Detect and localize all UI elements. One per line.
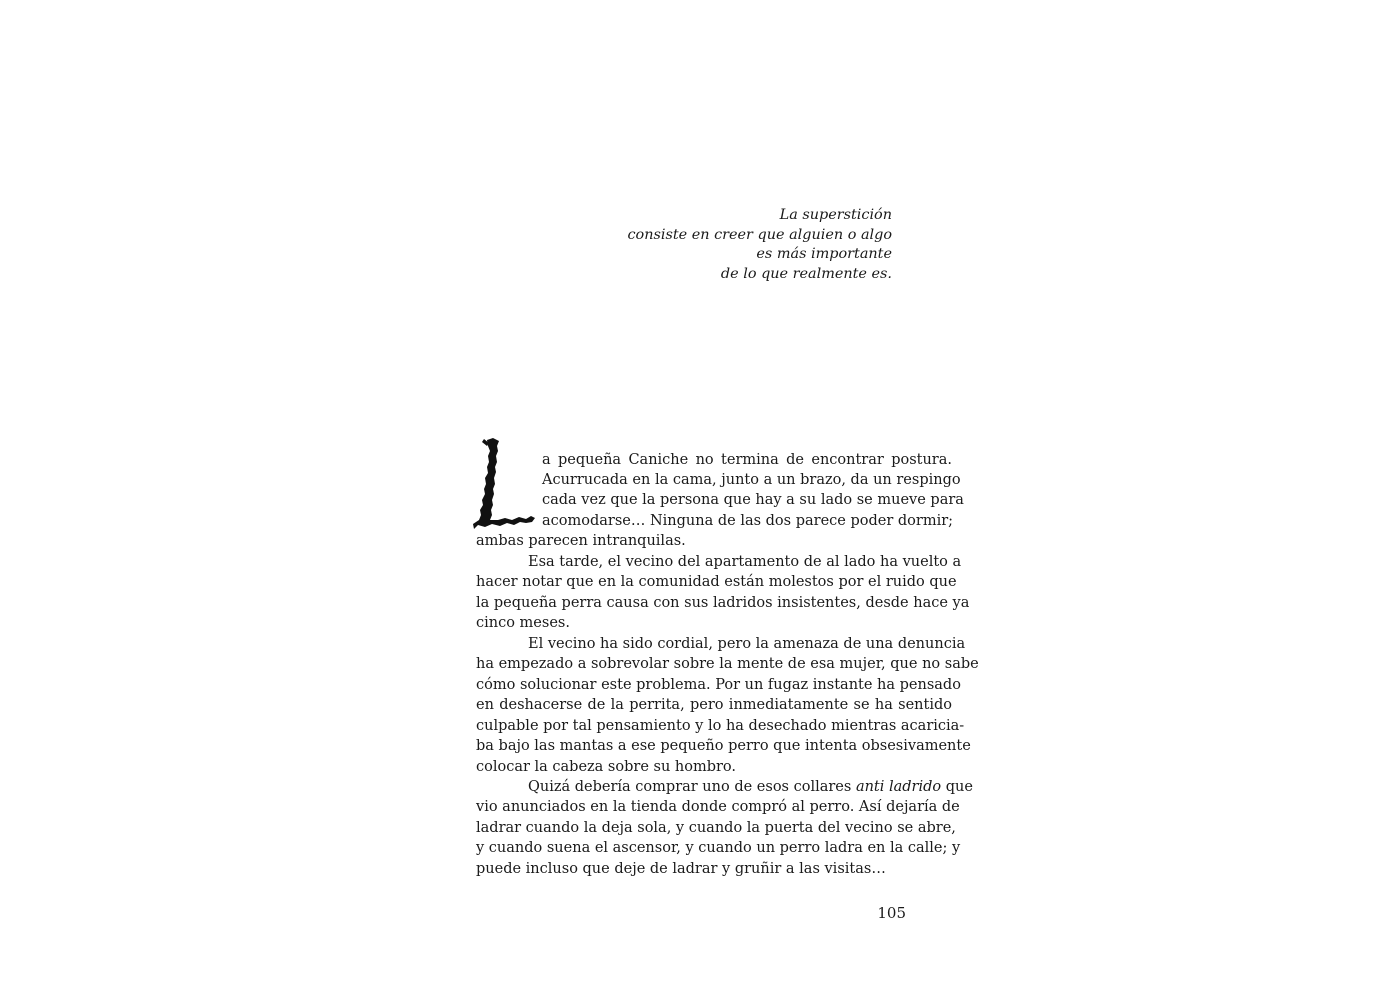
body-line: ha empezado a sobrevolar sobre la mente de esa mujer, que no sabe xyxy=(476,656,979,672)
body-line: a pequeña Caniche no termina de encontrar postura. xyxy=(542,452,952,468)
body-line-with-italic xyxy=(528,777,973,797)
body-line: ba bajo las mantas a ese pequeño perro que intenta obsesivamente xyxy=(476,738,971,754)
italic-phrase: anti ladrido xyxy=(855,779,942,795)
body-line: El vecino ha sido cordial, pero la amenaza de una denuncia xyxy=(528,636,966,652)
epigraph-line: es más importante xyxy=(756,246,892,263)
epigraph-line: La superstición xyxy=(779,207,892,223)
body-line: hacer notar que en la comunidad están molestos por el ruido que xyxy=(476,574,957,590)
body-line: vio anunciados en la tienda donde compró al perro. Así dejaría de xyxy=(476,799,960,815)
body-line: la pequeña perra causa con sus ladridos insistentes, desde hace ya xyxy=(476,595,970,611)
body-text: que xyxy=(945,779,973,795)
body-line: Acurrucada en la cama, junto a un brazo, da un respingo xyxy=(542,472,961,488)
body-line: acomodarse… Ninguna de las dos parece poder dormir; xyxy=(542,513,954,529)
body-line: culpable por tal pensamiento y lo ha desechado mientras acaricia- xyxy=(476,718,965,734)
body-text: Quizá debería comprar uno de esos collares xyxy=(528,779,852,795)
body-line: colocar la cabeza sobre su hombro. xyxy=(476,759,737,775)
body-line: cinco meses. xyxy=(476,615,570,631)
body-line: ambas parecen intranquilas. xyxy=(476,533,686,549)
body-line: puede incluso que deje de ladrar y gruñir a las visitas… xyxy=(476,861,886,877)
body-line: Esa tarde, el vecino del apartamento de al lado ha vuelto a xyxy=(528,554,962,570)
body-line: y cuando suena el ascensor, y cuando un perro ladra en la calle; y xyxy=(476,840,961,856)
epigraph-line: consiste en creer que alguien o algo xyxy=(627,226,892,243)
drop-cap xyxy=(472,436,542,532)
page-number: 105 xyxy=(877,904,906,922)
epigraph xyxy=(560,206,892,284)
body-line: en deshacerse de la perrita, pero inmediatamente se ha sentido xyxy=(476,697,952,713)
epigraph-line: de lo que realmente es. xyxy=(720,265,892,282)
body-line: cómo solucionar este problema. Por un fugaz instante ha pensado xyxy=(476,677,961,693)
body-line: ladrar cuando la deja sola, y cuando la puerta del vecino se abre, xyxy=(476,820,956,836)
body-line: cada vez que la persona que hay a su lado se mueve para xyxy=(542,492,964,508)
